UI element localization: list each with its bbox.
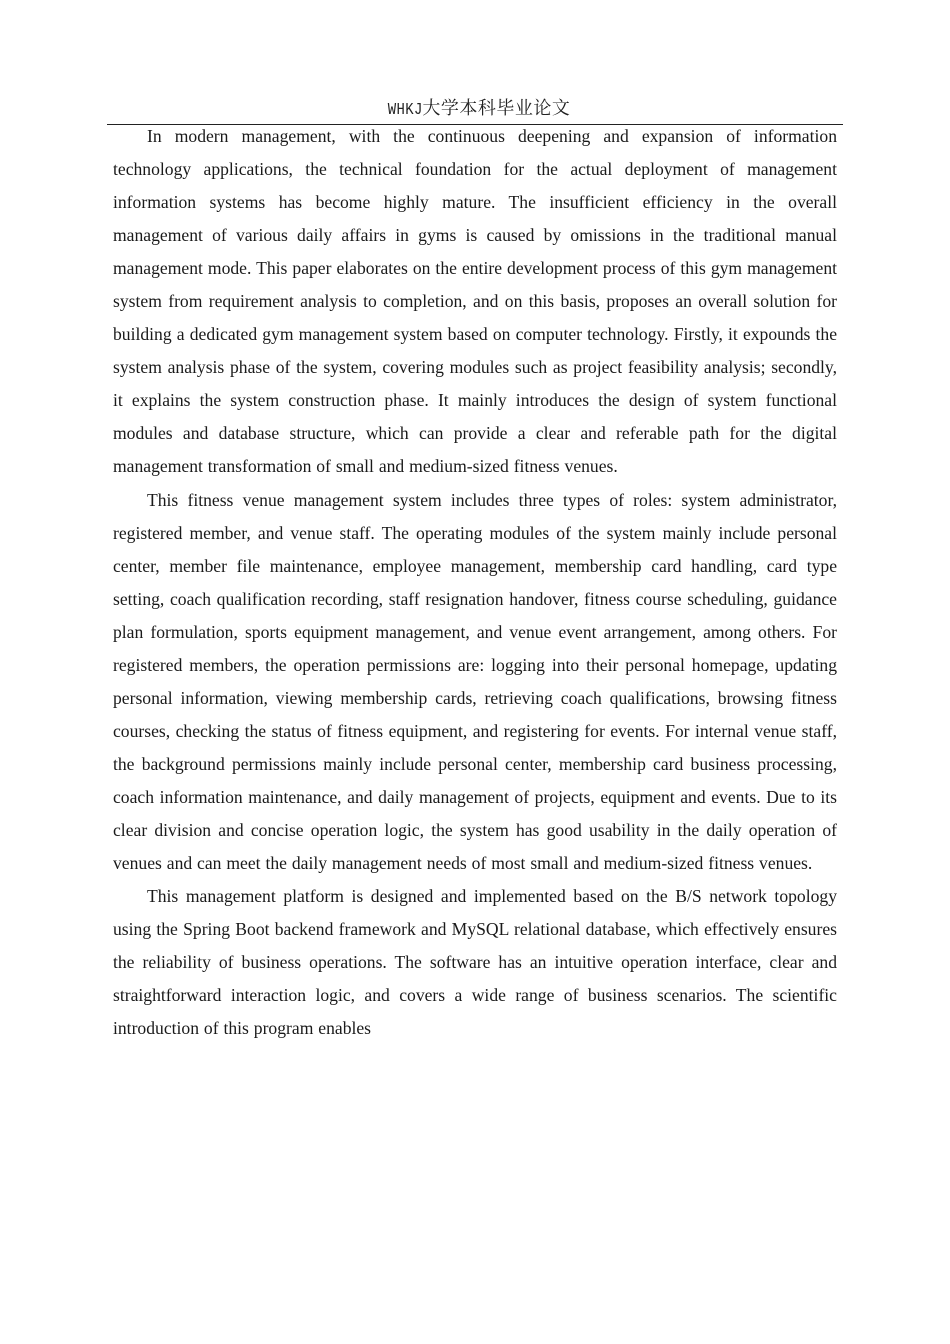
header-thesis-label: 大学本科毕业论文 (422, 98, 571, 119)
paragraph: This management platform is designed and implemented based on the B/S network topology using the Spring Boot backend framework and MySQL relational database, which effectively ensures the reliability of business operations. The software has an intuitive operation interface, clear and straightforward interaction logic, and covers a wide range of business scenarios. The scientific introduction of this program enables (113, 886, 837, 1039)
paragraph: This fitness venue management system includes three types of roles: system administrator, registered member, and venue staff. The operating modules of the system mainly include personal center, member file maintenance, employee management, membership card handling, card type setting, coach qualification recording, staff resignation handover, fitness course scheduling, guidance plan formulation, sports equipment management, and venue event arrangement, among others. For registered members, the operation permissions are: logging into their personal homepage, updating personal information, viewing membership cards, retrieving coach qualifications, browsing fitness courses, checking the status of fitness equipment, and registering for events. For internal venue staff, the background permissions mainly include personal center, membership card business processing, coach information maintenance, and daily management of projects, equipment and events. Due to its clear division and concise operation logic, the system has good usability in the daily operation of venues and can meet the daily management needs of most small and medium-sized fitness venues. (113, 489, 837, 874)
body-text (113, 120, 837, 1045)
header-school-code: WHKJ (387, 101, 423, 120)
paragraph: In modern management, with the continuous deepening and expansion of information technology applications, the technical foundation for the actual deployment of management information systems has become highly mature. The insufficient efficiency in the overall management of various daily affairs in gyms is caused by omissions in the traditional manual management mode. This paper elaborates on the entire development process of this gym management system from requirement analysis to completion, and on this basis, proposes an overall solution for building a dedicated gym management system based on computer technology. Firstly, it expounds the system analysis phase of the system, covering modules such as project feasibility analysis; secondly, it explains the system construction phase. It mainly introduces the design of system functional modules and database structure, which can provide a clear and referable path for the digital management transformation of small and medium-sized fitness venues. (113, 126, 837, 477)
